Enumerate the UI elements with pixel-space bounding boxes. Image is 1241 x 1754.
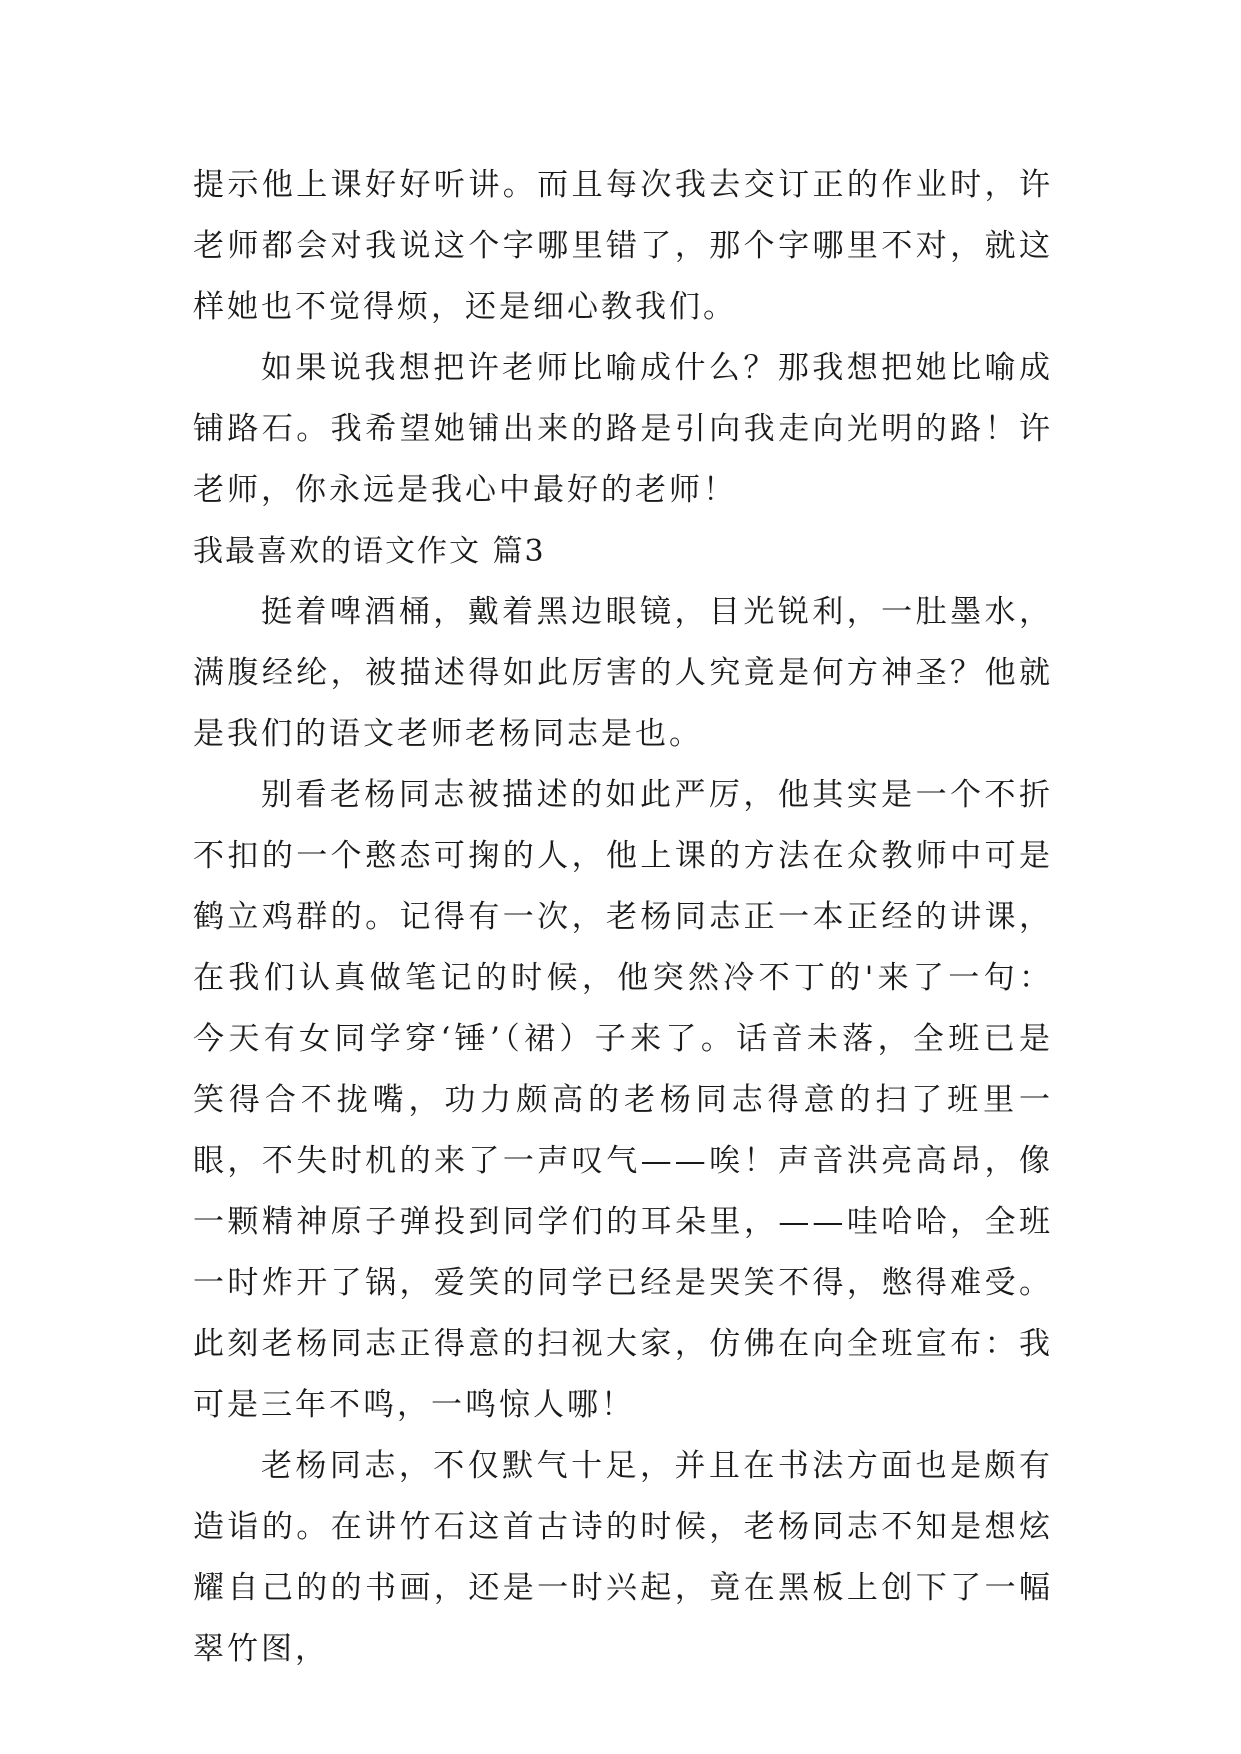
paragraph: 提示他上课好好听讲。而且每次我去交订正的作业时，许老师都会对我说这个字哪里错了，那个字哪里不对，就这样她也不觉得烦，还是细心教我们。 (193, 167, 1053, 325)
section-heading: 我最喜欢的语文作文 篇3 (193, 534, 546, 569)
paragraph: 挺着啤酒桶，戴着黑边眼镜，目光锐利，一肚墨水，满腹经纶，被描述得如此厉害的人究竟是何方神圣？他就是我们的语文老师老杨同志是也。 (193, 594, 1053, 752)
document-body (193, 155, 1053, 1680)
paragraph: 老杨同志，不仅默气十足，并且在书法方面也是颇有造诣的。在讲竹石这首古诗的时候，老杨同志不知是想炫耀自己的的书画，还是一时兴起，竟在黑板上创下了一幅翠竹图， (193, 1448, 1053, 1667)
paragraph: 如果说我想把许老师比喻成什么？那我想把她比喻成铺路石。我希望她铺出来的路是引向我走向光明的路！许老师，你永远是我心中最好的老师！ (193, 350, 1053, 508)
paragraph: 别看老杨同志被描述的如此严厉，他其实是一个不折不扣的一个憨态可掬的人，他上课的方法在众教师中可是鹤立鸡群的。记得有一次，老杨同志正一本正经的讲课，在我们认真做笔记的时候，他突然冷不丁的'来了一句：今天有女同学穿‘锤’（裙）子来了。话音未落，全班已是笑得合不拢嘴，功力颇高的老杨同志得意的扫了班里一眼，不失时机的来了一声叹气——唉！声音洪亮高昂，像一颗精神原子弹投到同学们的耳朵里，——哇哈哈，全班一时炸开了锅，爱笑的同学已经是哭笑不得，憋得难受。此刻老杨同志正得意的扫视大家，仿佛在向全班宣布：我可是三年不鸣，一鸣惊人哪！ (193, 777, 1053, 1423)
